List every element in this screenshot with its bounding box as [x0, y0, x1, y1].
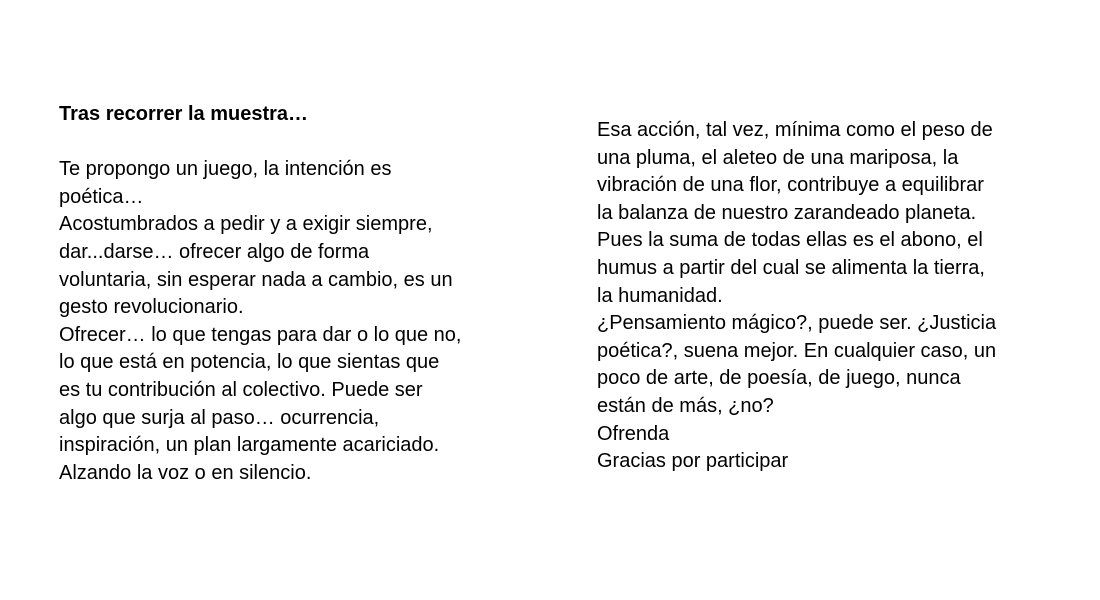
text-line: la balanza de nuestro zarandeado planeta. — [597, 201, 977, 224]
right-text-column — [597, 117, 996, 476]
text-line: una pluma, el aleteo de una mariposa, la — [597, 146, 959, 169]
text-line: humus a partir del cual se alimenta la tierra, — [597, 256, 985, 279]
text-line: algo que surja al paso… ocurrencia, — [59, 406, 380, 429]
text-line: poética… — [59, 185, 144, 208]
text-line: Te propongo un juego, la intención es — [59, 158, 392, 181]
text-line: gesto revolucionario. — [59, 296, 244, 319]
text-line: vibración de una flor, contribuye a equilibrar — [597, 174, 984, 197]
text-line: poética?, suena mejor. En cualquier caso, un — [597, 339, 997, 362]
text-line: lo que está en potencia, lo que sientas que — [59, 351, 440, 374]
text-line: la humanidad. — [597, 284, 723, 307]
text-line: Acostumbrados a pedir y a exigir siempre, — [59, 213, 433, 236]
text-line: es tu contribución al colectivo. Puede ser — [59, 378, 423, 401]
text-line: ¿Pensamiento mágico?, puede ser. ¿Justicia — [597, 312, 997, 335]
text-line: Alzando la voz o en silencio. — [59, 461, 312, 484]
text-line: Esa acción, tal vez, mínima como el peso de — [597, 119, 993, 141]
text-line: Pues la suma de todas ellas es el abono, el — [597, 229, 983, 252]
left-text-column — [59, 101, 461, 487]
text-line: están de más, ¿no? — [597, 394, 774, 417]
text-line: voluntaria, sin esperar nada a cambio, es un — [59, 268, 453, 291]
text-line: poco de arte, de poesía, de juego, nunca — [597, 367, 961, 390]
text-line: inspiración, un plan largamente acariciado. — [59, 434, 440, 457]
thanks-line: Gracias por participar — [597, 450, 789, 473]
text-line: Ofrecer… lo que tengas para dar o lo que no, — [59, 323, 462, 346]
spacer — [59, 129, 461, 157]
text-line: dar...darse… ofrecer algo de forma — [59, 240, 370, 263]
offering-line: Ofrenda — [597, 422, 670, 445]
section-title: Tras recorrer la muestra… — [59, 103, 309, 125]
